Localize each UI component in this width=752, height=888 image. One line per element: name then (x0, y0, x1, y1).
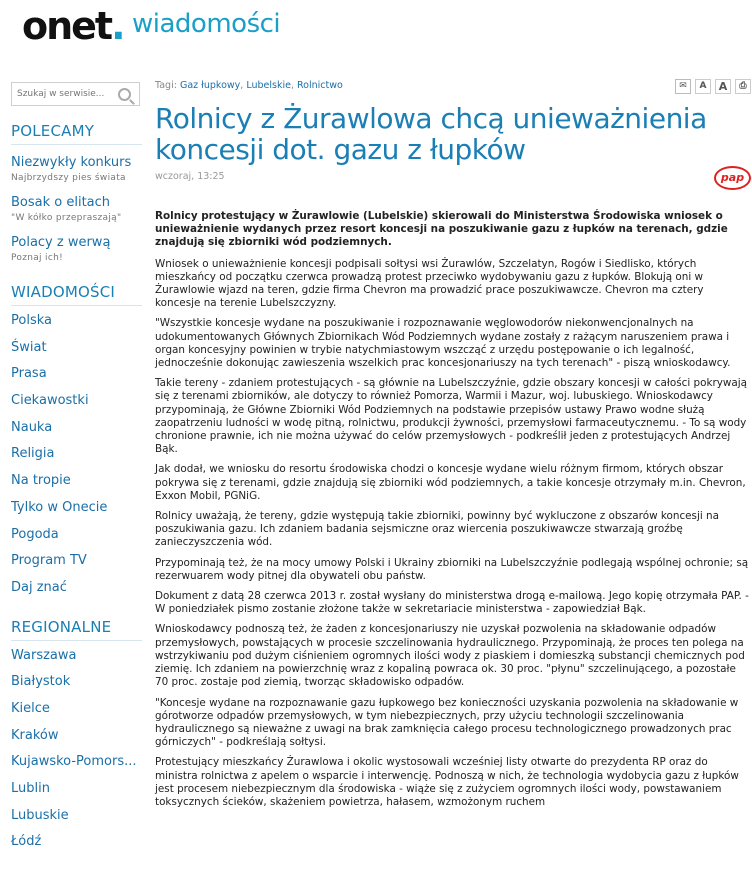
regionalne-heading: REGIONALNE (11, 618, 142, 641)
nav-link-polska[interactable]: Polska (11, 313, 52, 328)
promo-subtitle: Poznaj ich! (11, 253, 63, 263)
article-paragraph: Rolnicy uważają, że tereny, gdzie występują takie zbiorniki, powinny być wykluczone z obszarów koncesji na poszukiwania gazu. Ich zdaniem badania sejsmiczne oraz wiercenia poszukiwawcze stwarzają groźbę zanieczyszczenia wód. (155, 510, 720, 549)
search-input[interactable] (15, 88, 119, 100)
nav-link-na-tropie[interactable]: Na tropie (11, 473, 71, 489)
promo-item[interactable] (11, 155, 142, 183)
wiadomosci-nav (11, 308, 142, 602)
article-lead: Rolnicy protestujący w Żurawlowie (Lubelskie) skierowali do Ministerstwa Środowiska wniosek o unieważnienie wydanych przez resort koncesji na poszukiwanie gazu z łupków na terenach, gdzie znajdują się zbiorniki wód podziemnych. (155, 210, 728, 249)
nav-link-kujawsko-pomorskie[interactable]: Kujawsko-Pomors... (11, 754, 137, 770)
promo-title[interactable]: Bosak o elitach (11, 195, 111, 210)
promo-title[interactable]: Polacy z werwą (11, 235, 111, 250)
nav-link-tylko-w-onecie[interactable]: Tylko w Onecie (11, 499, 108, 515)
article-paragraph: Wnioskodawcy podnoszą też, że żaden z koncesjonariuszy nie uzyskał pozwolenia na składowanie odpadów przemysłowych, powstających w procesie szczelinowania hydraulicznego. Przypominają, że proces ten polega na wstrzykiwaniu pod dużym ciśnieniem ogromnych ilości wody z piaskiem i domieszką substancji chemicznych pod ziemię. Ich zdaniem na powierzchnię wraz z kopaliną powraca ok. 30 proc. "płynu" szczelinującego, a pozostałe 70 proc. zostaje pod ziemią, tworząc składowisko odpadów. (155, 623, 745, 689)
logo-dot: . (111, 4, 124, 48)
font-decrease-button[interactable]: A (695, 79, 711, 94)
article-paragraph: Wniosek o unieważnienie koncesji podpisali sołtysi wsi Żurawlów, Szczelatyn, Rogów i Siedlisko, których mieszkańcy od początku czerwca prowadzą protest przeciwko wydobywaniu gazu z łupków. Blokują oni w Żurawlowie wjazd na teren, gdzie firma Chevron ma prowadzić prace poszukiwawcze. Chevron ma cztery koncesje na terenie Lubelszczyzny. (155, 257, 704, 310)
nav-link-lodz[interactable]: Łódź (11, 834, 42, 850)
article-tools (675, 79, 751, 94)
nav-link-ciekawostki[interactable]: Ciekawostki (11, 393, 89, 409)
article-main (155, 80, 751, 816)
article-date: wczoraj, 13:25 (155, 171, 225, 182)
tags-label: Tagi: (155, 80, 177, 91)
sidebar (11, 82, 142, 856)
article-paragraph: Protestujący mieszkańcy Żurawlowa i okolic wystosowali wcześniej listy otwarte do prezydenta RP oraz do ministra rolnictwa z apelem o wsparcie i interwencję. Podnoszą w nich, że technologia wydobycia gazu z łupków jest procesem niebezpiecznym dla środowiska - wiąże się z zużyciem ogromnych ilości wody, powstawaniem toksycznych ścieków, skażeniem powietrza, hałasem, wzmożonym ruchem (155, 756, 739, 808)
font-increase-button[interactable]: A (715, 79, 731, 94)
nav-link-swiat[interactable]: Świat (11, 339, 47, 355)
search-icon[interactable] (118, 88, 131, 101)
article-paragraph: "Koncesje wydane na rozpoznawanie gazu łupkowego bez konieczności uzyskania pozwolenia na składowanie w górotworze odpadów przemysłowych, w tym niebezpiecznych, przy użyciu technologii szczelinowania hydraulicznego są nieważne z uwagi na brak zamknięcia całego procesu technologicznego prowadzonych prac górniczych" - podkreślają sołtysi. (155, 696, 739, 749)
search-box (11, 82, 140, 106)
article-paragraph: "Wszystkie koncesje wydane na poszukiwanie i rozpoznawanie węglowodorów niekonwencjonalnych na udokumentowanych Głównych Zbiornikach Wód Podziemnych wydane zostały z rażącym naruszeniem prawa i organ koncesyjny powinien w trybie natychmiastowym wszcząć z urzędu postępowanie o ich legalność, jednocześnie dokonując zawieszenia wszelkich prac koncesjonariuszy na tych terenach" - piszą wnioskodawcy. (155, 317, 731, 370)
polecamy-heading: POLECAMY (11, 122, 142, 145)
tag-link[interactable]: Gaz łupkowy (179, 80, 241, 91)
article-paragraph: Przypominają też, że na mocy umowy Polski i Ukrainy zbiorniki na Lubelszczyźnie podlegają wspólnej ochronie; są rezerwuarem wody pitnej dla obywateli obu państw. (155, 556, 749, 582)
nav-link-kielce[interactable]: Kielce (11, 700, 50, 716)
email-icon[interactable]: ✉ (675, 79, 691, 94)
tags-line: Tagi: Gaz łupkowy, Lubelskie, Rolnictwo (155, 80, 343, 91)
nav-link-lublin[interactable]: Lublin (11, 781, 50, 796)
wiadomosci-heading: WIADOMOŚCI (11, 283, 142, 306)
article-paragraph: Takie tereny - zdaniem protestujących - są głównie na Lubelszczyźnie, gdzie obszary koncesji w całości pokrywają się z terenami zbiorników, ale dotyczy to również Pomorza, Warmii i Mazur, woj. lubuskiego. Wnioskodawcy przypominają, że Główne Zbiorniki Wód Podziemnych na podstawie przepisów ustawy Prawo wodne służą zaopatrzeniu ludności w wodę pitną, rolnictwu, produkcji żywności, przemysłowi farmaceutycznemu. - To są wody chronione prawnie, ich nie można używać do celów przemysłowych - podkreślił jeden z protestujących Andrzej Bąk. (155, 377, 748, 456)
article-title: Rolnicy z Żurawlowa chcą unieważnienia koncesji dot. gazu z łupków (155, 102, 707, 166)
logo-text: onet (22, 4, 112, 48)
regionalne-nav (11, 643, 142, 857)
nav-link-pogoda[interactable]: Pogoda (11, 526, 59, 542)
onet-logo[interactable] (22, 4, 124, 48)
nav-link-religia[interactable]: Religia (11, 446, 55, 462)
tag-link[interactable]: Rolnictwo (296, 80, 343, 91)
nav-link-lubuskie[interactable]: Lubuskie (11, 807, 69, 823)
tag-link[interactable]: Lubelskie (246, 80, 291, 91)
nav-link-prasa[interactable]: Prasa (11, 366, 47, 382)
print-icon[interactable]: ⎙ (735, 79, 751, 94)
promo-item[interactable] (11, 235, 142, 263)
article-body (155, 210, 751, 809)
promo-subtitle: "W kółko przepraszają" (11, 213, 122, 223)
nav-link-nauka[interactable]: Nauka (11, 419, 53, 435)
nav-link-warszawa[interactable]: Warszawa (11, 647, 77, 663)
site-header (0, 0, 752, 62)
nav-link-daj-znac[interactable]: Daj znać (11, 579, 67, 595)
nav-link-krakow[interactable]: Kraków (11, 727, 59, 743)
section-logo[interactable]: wiadomości (132, 9, 281, 39)
article-paragraph: Jak dodał, we wniosku do resortu środowiska chodzi o koncesje wydane wielu różnym firmom, których obszar pokrywa się z terenami, gdzie znajdują się zbiorniki wód podziemnych, a takie koncesje otrzymały m.in. Chevron, Exxon Mobil, PGNiG. (155, 463, 746, 502)
article-paragraph: Dokument z datą 28 czerwca 2013 r. został wysłany do ministerstwa drogą e-mailową. Jego kopię otrzymała PAP. - W poniedziałek pismo zostanie złożone także w sekretariacie ministerstwa - zapowiedział Bąk. (155, 590, 749, 616)
pap-logo: pap (714, 166, 751, 190)
promo-title[interactable]: Niezwykły konkurs (11, 155, 132, 170)
nav-link-program-tv[interactable]: Program TV (11, 553, 87, 569)
nav-link-bialystok[interactable]: Białystok (11, 674, 71, 690)
promo-item[interactable] (11, 195, 142, 223)
promo-subtitle: Najbrzydszy pies świata (11, 173, 126, 183)
